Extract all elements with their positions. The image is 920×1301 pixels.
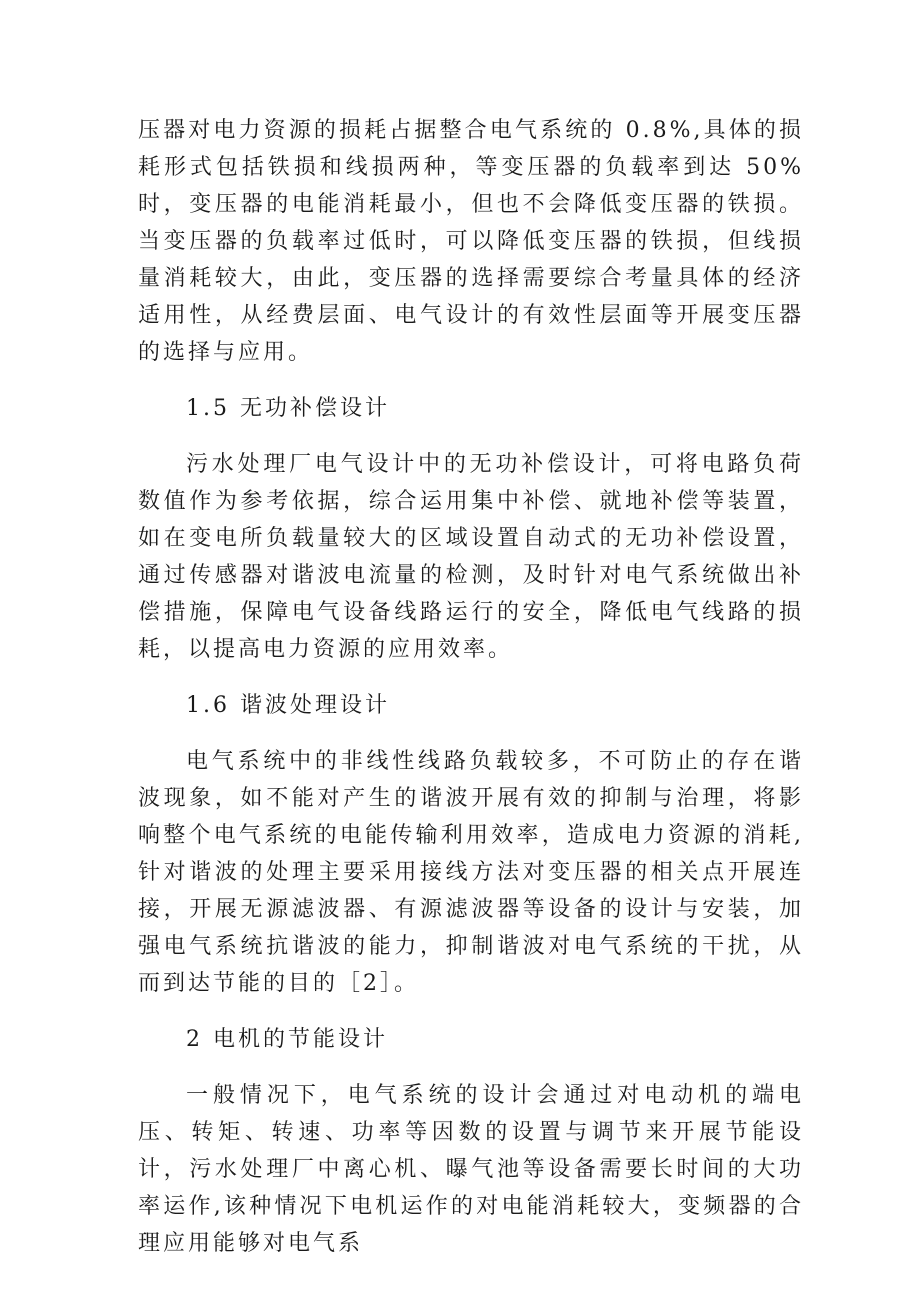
paragraph-motor-energy-saving: 一般情况下，电气系统的设计会通过对电动机的端电压、转矩、转速、功率等因数的设置与调节来开展节能设计，污水处理厂中离心机、曝气池等设备需要长时间的大功率运作,该种情况下电机运作的对电能消耗较大，变频器的合理应用能够对电气系 bbox=[138, 1083, 804, 1256]
paragraph-harmonic-treatment: 电气系统中的非线性线路负载较多，不可防止的存在谐波现象，如不能对产生的谐波开展有效的抑制与治理，将影响整个电气系统的电能传输利用效率，造成电力资源的消耗,针对谐波的处理主要采用接线方法对变压器的相关点开展连接，开展无源滤波器、有源滤波器等设备的设计与安装，加强电气系统抗谐波的能力，抑制谐波对电气系统的干扰，从而到达节能的目的［2］。 bbox=[138, 749, 804, 996]
paragraph-transformer-losses: 压器对电力资源的损耗占据整合电气系统的 0.8%,具体的损耗形式包括铁损和线损两种，等变压器的负载率到达 50%时，变压器的电能消耗最小，但也不会降低变压器的铁损。当变压器的负载率过低时，可以降低变压器的铁损，但线损量消耗较大，由此，变压器的选择需要综合考量具体的经济适用性，从经费层面、电气设计的有效性层面等开展变压器的选择与应用。 bbox=[138, 118, 804, 365]
section-heading-1-5: 1.5 无功补偿设计 bbox=[186, 396, 390, 421]
paragraph-reactive-compensation: 污水处理厂电气设计中的无功补偿设计，可将电路负荷数值作为参考依据，综合运用集中补偿、就地补偿等装置，如在变电所负载量较大的区域设置自动式的无功补偿设置，通过传感器对谐波电流量的检测，及时针对电气系统做出补偿措施，保障电气设备线路运行的安全，降低电气线路的损耗，以提高电力资源的应用效率。 bbox=[138, 452, 804, 662]
section-heading-1-6: 1.6 谐波处理设计 bbox=[186, 693, 390, 718]
document-page bbox=[138, 112, 804, 1281]
section-heading-2: 2 电机的节能设计 bbox=[186, 1027, 388, 1052]
